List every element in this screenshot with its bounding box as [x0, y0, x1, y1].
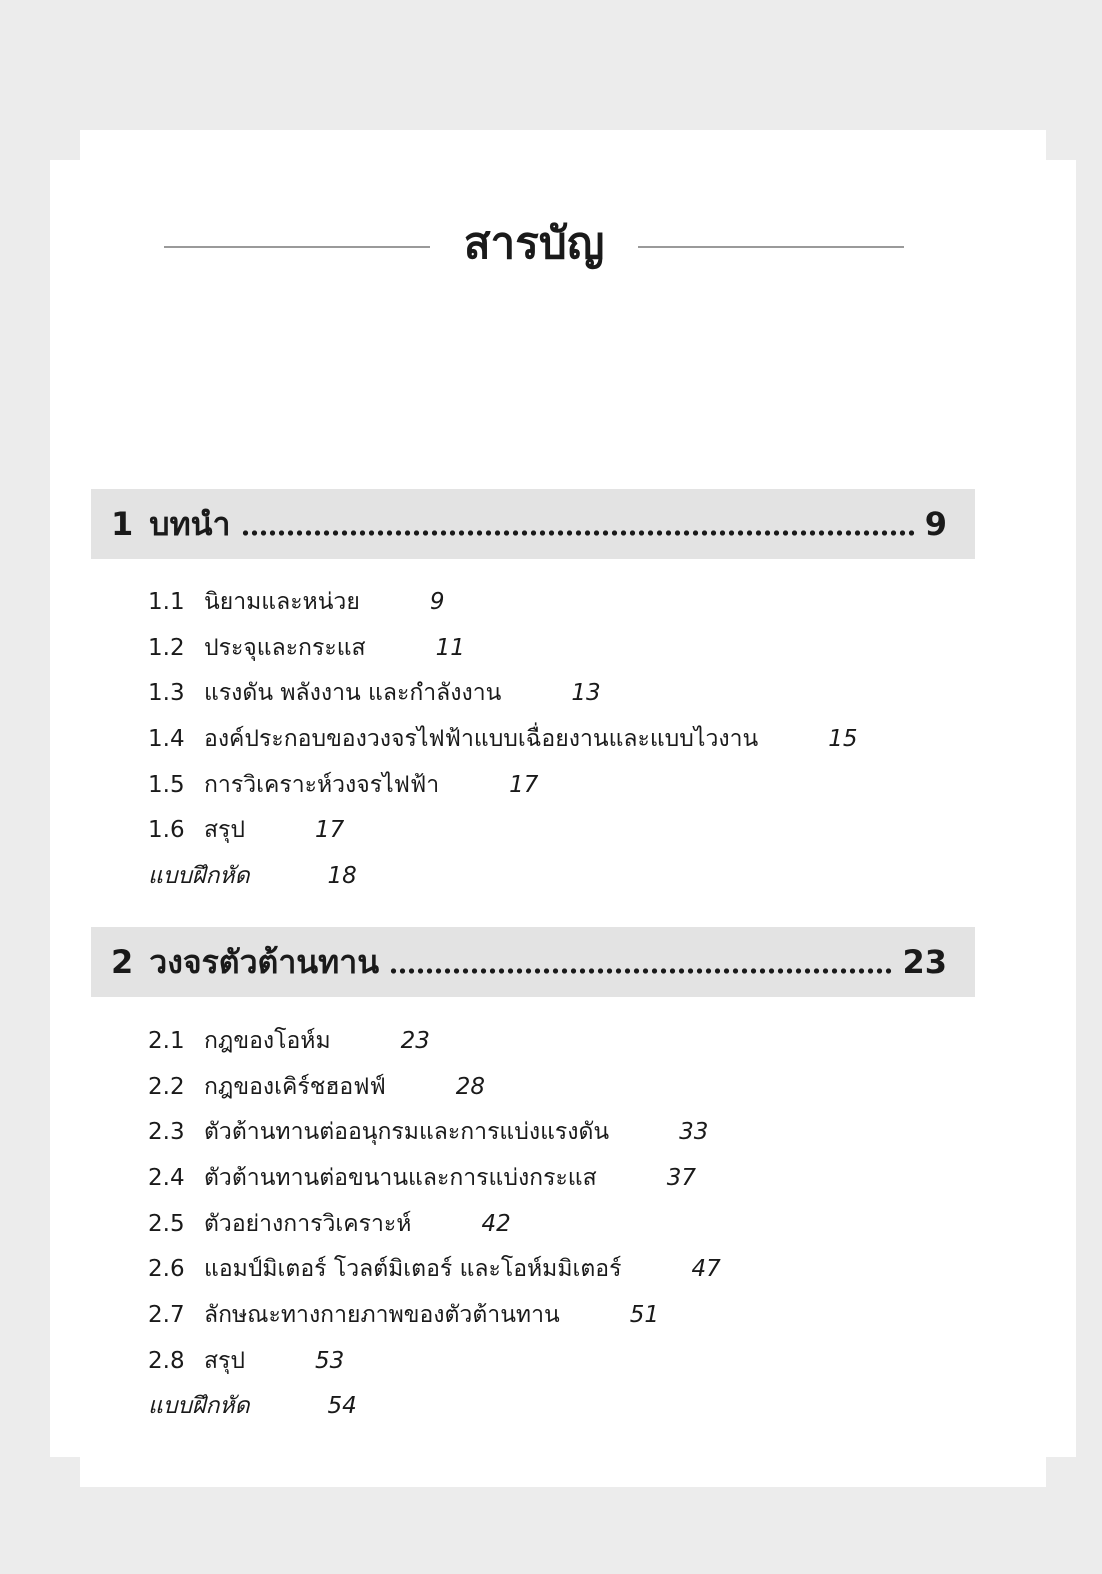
chapter-number: 2: [111, 943, 134, 981]
toc-entry-exercise[interactable]: [148, 853, 858, 899]
chapter-number: 1: [111, 505, 134, 543]
section-page: 51: [629, 1301, 660, 1328]
section-title: ตัวต้านทานต่ออนุกรมและการแบ่งแรงดัน: [204, 1119, 610, 1146]
toc-entry[interactable]: [148, 1155, 721, 1201]
section-number: 2.3: [148, 1119, 185, 1146]
section-page: 9: [429, 588, 445, 615]
section-title: สรุป: [204, 817, 245, 844]
section-page: 42: [481, 1210, 511, 1237]
section-title: องค์ประกอบของวงจรไฟฟ้าแบบเฉื่อยงานและแบบไวงาน: [204, 725, 759, 752]
toc-entry[interactable]: [148, 716, 858, 762]
toc-entry[interactable]: [148, 1201, 721, 1247]
exercise-page: 54: [327, 1393, 357, 1420]
toc-entry[interactable]: [148, 1338, 721, 1384]
dot-leader: [389, 968, 894, 974]
section-title: กฎของเคิร์ชฮอฟฟ์: [204, 1073, 386, 1100]
section-page: 13: [571, 680, 601, 707]
exercise-title: แบบฝึกหัด: [148, 862, 250, 889]
toc-entry[interactable]: [148, 579, 858, 625]
chapter-heading-1[interactable]: [91, 489, 975, 559]
page-header: [164, 212, 904, 282]
section-number: 1.6: [148, 817, 185, 844]
section-title: ประจุและกระแส: [204, 634, 366, 661]
toc-entry[interactable]: [148, 670, 858, 716]
section-title: ตัวอย่างการวิเคราะห์: [204, 1210, 412, 1237]
chapter-heading-2[interactable]: [91, 927, 975, 997]
section-number: 1.4: [148, 725, 185, 752]
section-title: กฎของโอห์ม: [204, 1027, 331, 1054]
title-rule-right: [638, 246, 904, 248]
toc-entry[interactable]: [148, 1292, 721, 1338]
section-number: 1.5: [148, 771, 185, 798]
section-title: แรงดัน พลังงาน และกำลังงาน: [204, 680, 502, 707]
toc-entry-exercise[interactable]: [148, 1384, 721, 1430]
section-number: 1.1: [148, 588, 185, 615]
dot-leader: [241, 530, 917, 536]
section-number: 2.7: [148, 1301, 185, 1328]
toc-entry[interactable]: [148, 1064, 721, 1110]
toc-entry[interactable]: [148, 1246, 721, 1292]
section-number: 2.5: [148, 1210, 185, 1237]
section-page: 17: [509, 771, 539, 798]
toc-entry[interactable]: [148, 807, 858, 853]
section-page: 53: [315, 1347, 345, 1374]
section-page: 28: [455, 1073, 486, 1100]
section-number: 2.1: [148, 1027, 185, 1054]
page-title: สารบัญ: [463, 218, 605, 269]
section-number: 2.2: [148, 1073, 185, 1100]
chapter-page: 23: [902, 943, 947, 981]
section-title: ลักษณะทางกายภาพของตัวต้านทาน: [204, 1301, 560, 1328]
section-page: 37: [666, 1164, 696, 1191]
toc-entry[interactable]: [148, 1018, 721, 1064]
section-title: สรุป: [204, 1347, 245, 1374]
section-page: 33: [679, 1119, 709, 1146]
toc-entry[interactable]: [148, 762, 858, 808]
section-title: ตัวต้านทานต่อขนานและการแบ่งกระแส: [204, 1164, 597, 1191]
section-list-2: [148, 1018, 721, 1429]
section-page: 17: [315, 817, 345, 844]
chapter-page: 9: [924, 505, 947, 543]
section-page: 47: [691, 1256, 721, 1283]
section-title: การวิเคราะห์วงจรไฟฟ้า: [204, 771, 440, 798]
toc-entry[interactable]: [148, 1109, 721, 1155]
title-rule-left: [164, 246, 430, 248]
chapter-title: บทนำ: [149, 504, 231, 543]
section-page: 11: [435, 634, 465, 661]
section-page: 15: [828, 725, 858, 752]
section-number: 2.4: [148, 1164, 185, 1191]
section-number: 1.2: [148, 634, 185, 661]
exercise-title: แบบฝึกหัด: [148, 1393, 250, 1420]
exercise-page: 18: [327, 862, 357, 889]
section-number: 2.8: [148, 1347, 185, 1374]
section-title: นิยามและหน่วย: [204, 588, 360, 615]
toc-entry[interactable]: [148, 625, 858, 671]
section-number: 2.6: [148, 1256, 185, 1283]
section-page: 23: [400, 1027, 430, 1054]
section-list-1: [148, 579, 858, 899]
section-title: แอมป์มิเตอร์ โวลต์มิเตอร์ และโอห์มมิเตอร์: [204, 1256, 622, 1283]
section-number: 1.3: [148, 680, 185, 707]
chapter-title: วงจรตัวต้านทาน: [149, 942, 380, 981]
